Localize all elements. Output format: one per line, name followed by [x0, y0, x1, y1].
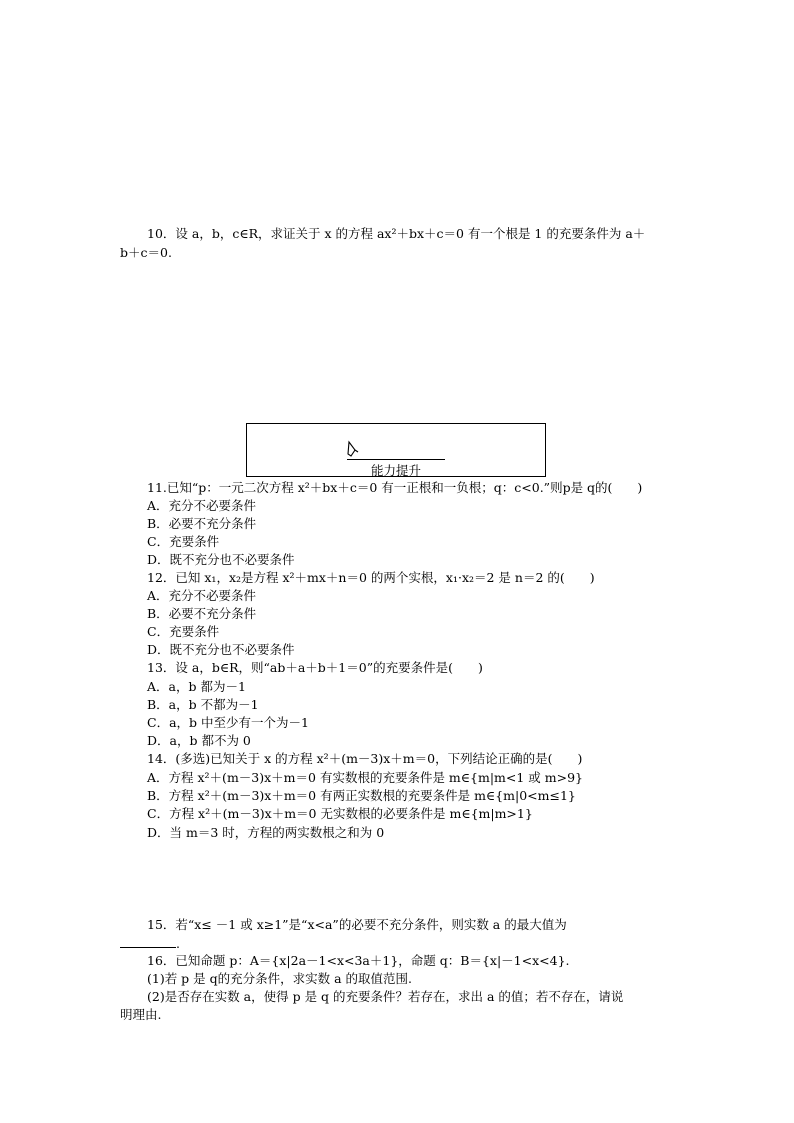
q11-stem: 11.已知“p：一元二次方程 x²＋bx＋c＝0 有一正根和一负根；q：c<0.”则p是 q的( ) — [147, 480, 643, 495]
q14-option-d: D．当 m＝3 时，方程的两实数根之和为 0 — [147, 825, 385, 840]
q13-stem: 13．设 a，b∈R，则“ab＋a＋b＋1＝0”的充要条件是( ) — [147, 660, 483, 675]
q12-option-b: B．必要不充分条件 — [147, 606, 257, 621]
banner-title: 能力提升 — [370, 463, 421, 478]
q13-option-b: B．a，b 不都为－1 — [147, 697, 259, 712]
q10-line2: b＋c＝0. — [120, 245, 172, 260]
q12-option-c: C．充要条件 — [147, 624, 220, 639]
q12-stem: 12．已知 x₁，x₂是方程 x²＋mx＋n＝0 的两个实根，x₁·x₂＝2 是 n＝2 的( ) — [147, 570, 595, 585]
q11-option-b: B．必要不充分条件 — [147, 516, 257, 531]
q12-option-a: A．充分不必要条件 — [147, 588, 257, 603]
q11-option-d: D．既不充分也不必要条件 — [147, 552, 295, 567]
answer-blank[interactable] — [120, 935, 176, 948]
q14-stem: 14．(多选)已知关于 x 的方程 x²＋(m－3)x＋m＝0，下列结论正确的是( ) — [147, 751, 583, 766]
q10-line1: 10．设 a，b，c∈R，求证关于 x 的方程 ax²＋bx＋c＝0 有一个根是 1 的充要条件为 a＋ — [147, 226, 646, 241]
q14-option-a: A．方程 x²＋(m－3)x＋m＝0 有实数根的充要条件是 m∈{m|m<1 或 m>9} — [147, 770, 584, 785]
q16-part1: (1)若 p 是 q的充分条件，求实数 a 的取值范围. — [147, 971, 413, 986]
q11-option-a: A．充分不必要条件 — [147, 498, 257, 513]
q12-option-d: D．既不充分也不必要条件 — [147, 642, 295, 657]
q14-option-b: B．方程 x²＋(m－3)x＋m＝0 有两正实数根的充要条件是 m∈{m|0<m≤1} — [147, 788, 576, 803]
pen-icon — [346, 440, 360, 458]
q11-option-c: C．充要条件 — [147, 534, 220, 549]
q16-part2-line2: 明理由. — [120, 1007, 162, 1022]
q13-option-c: C．a，b 中至少有一个为－1 — [147, 715, 309, 730]
q15-line2 — [120, 935, 180, 952]
q13-option-a: A．a，b 都为－1 — [147, 679, 246, 694]
q15-period: . — [176, 936, 180, 951]
q14-option-c: C．方程 x²＋(m－3)x＋m＝0 无实数根的必要条件是 m∈{m|m>1} — [147, 806, 533, 821]
q16-part2-line1: (2)是否存在实数 a，使得 p 是 q 的充要条件？若存在，求出 a 的值；若不存在，请说 — [147, 989, 624, 1004]
banner-rule — [347, 459, 445, 460]
q15-line1: 15．若“x≤ －1 或 x≥1”是“x<a”的必要不充分条件，则实数 a 的最大值为 — [147, 917, 567, 932]
q16-stem: 16．已知命题 p：A＝{x|2a－1<x<3a＋1}，命题 q：B＝{x|－1<x<4}. — [147, 953, 570, 968]
q13-option-d: D．a，b 都不为 0 — [147, 733, 251, 748]
section-banner — [246, 423, 546, 477]
